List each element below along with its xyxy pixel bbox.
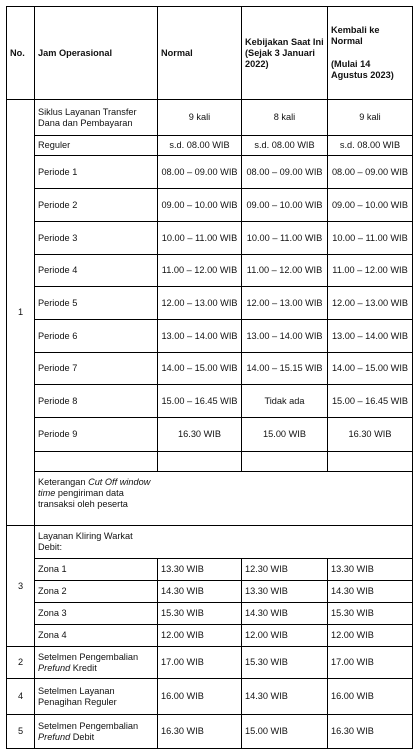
section-number: 3 xyxy=(7,526,35,647)
row-number: 4 xyxy=(7,679,35,715)
operating-hours-table xyxy=(6,6,413,749)
cell-normal: 09.00 – 10.00 WIB xyxy=(158,189,242,222)
cell-kebijakan: 08.00 – 09.00 WIB xyxy=(242,156,328,189)
table-row xyxy=(7,625,413,647)
cell-kebijakan: s.d. 08.00 WIB xyxy=(242,136,328,156)
cell-kebijakan: 15.00 WIB xyxy=(242,418,328,452)
cell-kembali: 12.00 – 13.00 WIB xyxy=(328,287,413,320)
cell-kembali: 16.30 WIB xyxy=(328,715,413,749)
cell-kembali: 16.00 WIB xyxy=(328,679,413,715)
header-kembali-title: Kembali ke Normal xyxy=(331,25,380,46)
table-row xyxy=(7,452,413,472)
table-row xyxy=(7,581,413,603)
row-label: Periode 7 xyxy=(35,353,158,385)
cell-kebijakan: 10.00 – 11.00 WIB xyxy=(242,222,328,255)
cell-normal: 9 kali xyxy=(158,100,242,136)
cell-kembali: 10.00 – 11.00 WIB xyxy=(328,222,413,255)
cell-kembali: 11.00 – 12.00 WIB xyxy=(328,255,413,287)
cell-kembali: s.d. 08.00 WIB xyxy=(328,136,413,156)
cell-kembali: 08.00 – 09.00 WIB xyxy=(328,156,413,189)
table-row xyxy=(7,647,413,679)
cell-kebijakan: 15.00 WIB xyxy=(242,715,328,749)
cell-kebijakan: 12.00 – 13.00 WIB xyxy=(242,287,328,320)
table-row xyxy=(7,287,413,320)
cell-kebijakan xyxy=(242,452,328,472)
table-row xyxy=(7,559,413,581)
row-label xyxy=(35,715,158,749)
cell-normal: 16.30 WIB xyxy=(158,715,242,749)
keterangan-note xyxy=(35,472,413,526)
keterangan-prefix: Keterangan xyxy=(38,477,89,487)
keterangan-suffix: pengiriman data transaksi oleh peserta xyxy=(38,488,128,509)
row-label: Periode 5 xyxy=(35,287,158,320)
kliring-title: Layanan Kliring Warkat Debit: xyxy=(38,531,133,552)
label-prefix: Setelmen Pengembalian xyxy=(38,651,139,662)
header-kembali-subtitle: (Mulai 14 Agustus 2023) xyxy=(331,59,394,80)
header-kebijakan: Kebijakan Saat Ini (Sejak 3 Januari 2022) xyxy=(242,7,328,100)
row-label: Zona 2 xyxy=(35,581,158,603)
cell-normal: 08.00 – 09.00 WIB xyxy=(158,156,242,189)
header-jam-operasional: Jam Operasional xyxy=(35,7,158,100)
table-row xyxy=(7,189,413,222)
cell-kebijakan: 13.30 WIB xyxy=(242,581,328,603)
row-label: Reguler xyxy=(35,136,158,156)
row-label: Periode 3 xyxy=(35,222,158,255)
cell-normal: 12.00 – 13.00 WIB xyxy=(158,287,242,320)
cell-normal: 13.00 – 14.00 WIB xyxy=(158,320,242,353)
cell-normal: 14.00 – 15.00 WIB xyxy=(158,353,242,385)
label-italic: Prefund xyxy=(38,662,71,673)
cell-normal: 11.00 – 12.00 WIB xyxy=(158,255,242,287)
table-row xyxy=(7,353,413,385)
table-row xyxy=(7,679,413,715)
table-row xyxy=(7,526,413,559)
cell-kebijakan: 11.00 – 12.00 WIB xyxy=(242,255,328,287)
row-label: Zona 3 xyxy=(35,603,158,625)
header-kembali xyxy=(328,7,413,100)
table-row xyxy=(7,320,413,353)
cell-normal: 16.00 WIB xyxy=(158,679,242,715)
label-prefix: Setelmen Pengembalian xyxy=(38,720,139,731)
cell-normal: 12.00 WIB xyxy=(158,625,242,647)
table-row xyxy=(7,385,413,418)
table-row xyxy=(7,603,413,625)
section-number: 1 xyxy=(7,100,35,526)
cell-kebijakan: 14.00 – 15.15 WIB xyxy=(242,353,328,385)
row-label: Setelmen Layanan Penagihan Reguler xyxy=(35,679,158,715)
cell-normal: 15.30 WIB xyxy=(158,603,242,625)
row-label: Periode 8 xyxy=(35,385,158,418)
cell-kebijakan: 15.30 WIB xyxy=(242,647,328,679)
cell-kebijakan: 8 kali xyxy=(242,100,328,136)
cell-normal: s.d. 08.00 WIB xyxy=(158,136,242,156)
cell-kembali: 17.00 WIB xyxy=(328,647,413,679)
cell-kebijakan: 14.30 WIB xyxy=(242,603,328,625)
row-number: 5 xyxy=(7,715,35,749)
row-label xyxy=(35,647,158,679)
cell-kembali: 13.30 WIB xyxy=(328,559,413,581)
cell-kembali xyxy=(328,452,413,472)
table-row xyxy=(7,136,413,156)
row-label: Periode 9 xyxy=(35,418,158,452)
row-label: Siklus Layanan Transfer Dana dan Pembayaran xyxy=(35,100,158,136)
cell-kembali: 16.30 WIB xyxy=(328,418,413,452)
row-label: Periode 1 xyxy=(35,156,158,189)
cell-kebijakan: 13.00 – 14.00 WIB xyxy=(242,320,328,353)
header-normal: Normal xyxy=(158,7,242,100)
cell-normal: 10.00 – 11.00 WIB xyxy=(158,222,242,255)
row-label: Periode 4 xyxy=(35,255,158,287)
cell-normal: 13.30 WIB xyxy=(158,559,242,581)
label-italic: Prefund xyxy=(38,731,71,742)
cell-kebijakan: 09.00 – 10.00 WIB xyxy=(242,189,328,222)
cell-normal xyxy=(158,452,242,472)
cell-kebijakan: 12.00 WIB xyxy=(242,625,328,647)
header-no: No. xyxy=(7,7,35,100)
table-row xyxy=(7,100,413,136)
table-row xyxy=(7,418,413,452)
row-label: Periode 2 xyxy=(35,189,158,222)
cell-kembali: 15.30 WIB xyxy=(328,603,413,625)
header-row xyxy=(7,7,413,100)
label-suffix: Kredit xyxy=(70,662,97,673)
label-suffix: Debit xyxy=(70,731,95,742)
table-row xyxy=(7,255,413,287)
keterangan-row xyxy=(7,472,413,526)
cell-kembali: 09.00 – 10.00 WIB xyxy=(328,189,413,222)
cell-kebijakan: 14.30 WIB xyxy=(242,679,328,715)
cell-normal: 15.00 – 16.45 WIB xyxy=(158,385,242,418)
cell-kembali: 13.00 – 14.00 WIB xyxy=(328,320,413,353)
keterangan-italic: Cut Off window time xyxy=(38,477,151,498)
row-label: Zona 4 xyxy=(35,625,158,647)
row-number: 2 xyxy=(7,647,35,679)
row-label: Periode 6 xyxy=(35,320,158,353)
cell-normal: 16.30 WIB xyxy=(158,418,242,452)
cell-normal: 14.30 WIB xyxy=(158,581,242,603)
table-row xyxy=(7,222,413,255)
cell-normal: 17.00 WIB xyxy=(158,647,242,679)
cell-kembali: 12.00 WIB xyxy=(328,625,413,647)
table-row xyxy=(7,156,413,189)
table-row xyxy=(7,715,413,749)
row-label: Zona 1 xyxy=(35,559,158,581)
cell-kembali: 9 kali xyxy=(328,100,413,136)
section-title xyxy=(35,526,413,559)
cell-kebijakan: 12.30 WIB xyxy=(242,559,328,581)
row-label xyxy=(35,452,158,472)
cell-kembali: 14.00 – 15.00 WIB xyxy=(328,353,413,385)
cell-kembali: 15.00 – 16.45 WIB xyxy=(328,385,413,418)
cell-kebijakan: Tidak ada xyxy=(242,385,328,418)
cell-kembali: 14.30 WIB xyxy=(328,581,413,603)
